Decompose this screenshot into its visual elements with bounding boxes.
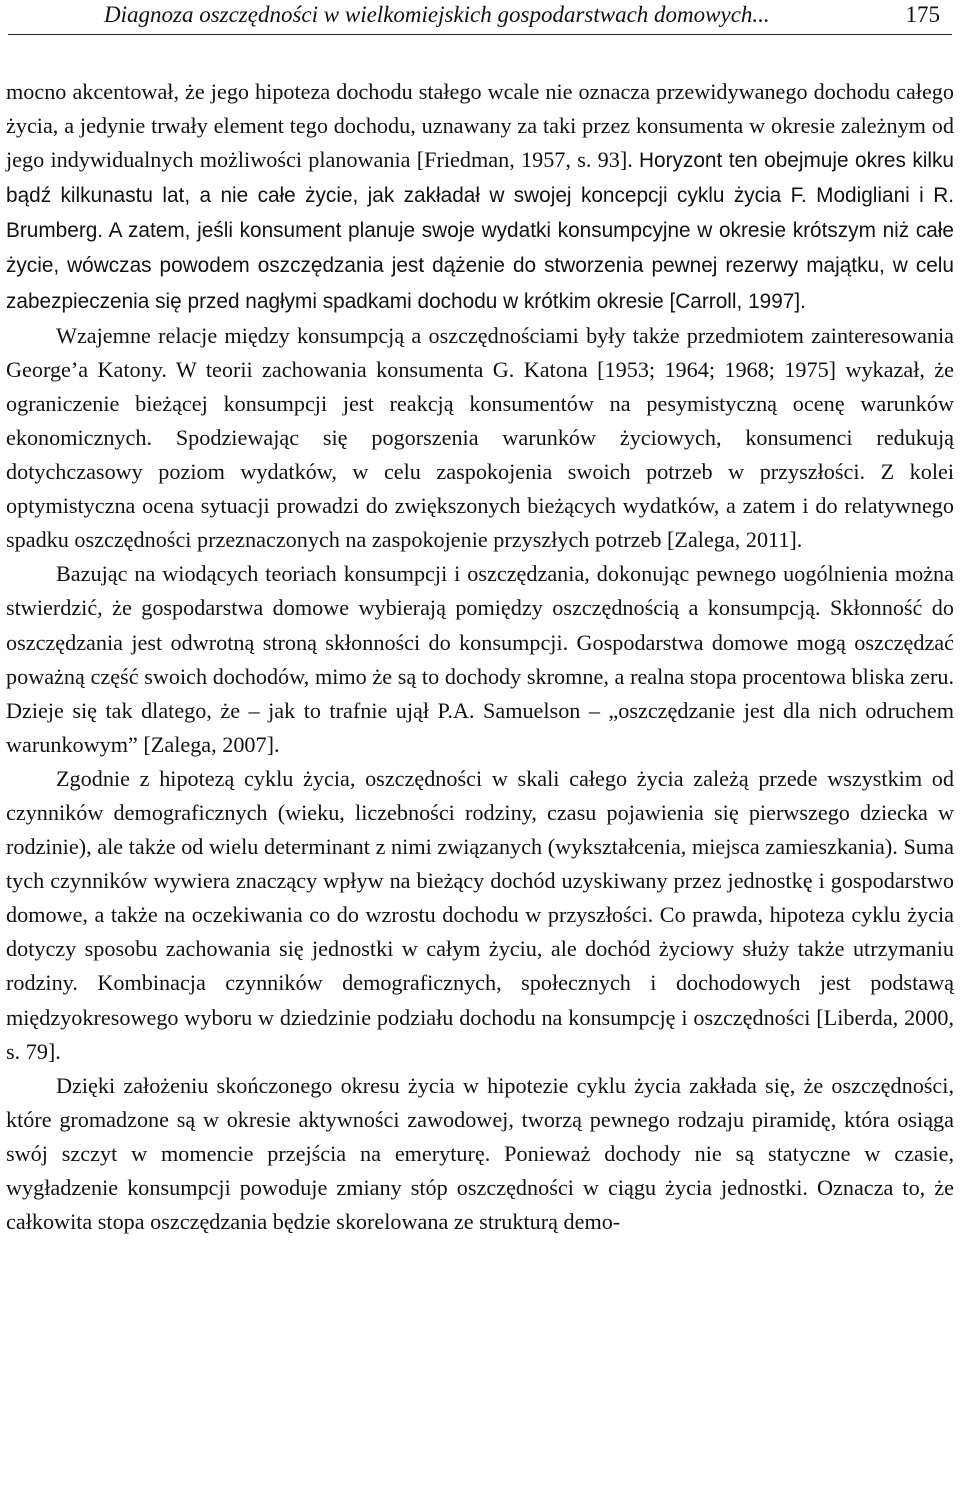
page-number: 175 (905, 2, 940, 27)
paragraph (6, 1069, 954, 1239)
paragraph-text: Zgodnie z hipotezą cyklu życia, oszczędności w skali całego życia zależą przede wszystkim od czynników demograficznych (wieku, liczebności rodziny, czasu pojawienia się pierwszego dziecka w rodzinie), ale także od wielu determinant z nimi związanych (wykształcenia, miejsca zamieszkania). Suma tych czynników wywiera znaczący wpływ na bieżący dochód uzyskiwany przez jednostkę i gospodarstwo domowe, a także na oczekiwania co do wzrostu dochodu w przyszłości. Co prawda, hipoteza cyklu życia dotyczy sposobu zachowania się jednostki w całym życiu, ale dochód życiowy służy także utrzymaniu rodziny. Kombinacja czynników demograficznych, społecznych i dochodowych jest podstawą międzyokresowego wyboru w dziedzinie podziału dochodu na konsumpcję i oszczędności [Liberda, 2000, s. 79]. (6, 765, 954, 1064)
paragraph-text: mocno akcentował, że jego hipoteza dochodu stałego wcale nie oznacza przewidywanego dochodu całego życia, a jedynie trwały element tego dochodu, uznawany za taki przez konsumenta w okresie zależnym od jego indywidualnych możliwości planowania [Friedman, 1957, s. 93]. (6, 79, 954, 173)
paragraph (6, 319, 954, 558)
paragraph-text: Dzięki założeniu skończonego okresu życia w hipotezie cyklu życia zakłada się, że oszczędności, które gromadzone są w okresie aktywności zawodowej, tworzą pewnego rodzaju piramidę, która osiąga swój szczyt w momencie przejścia na emeryturę. Ponieważ dochody nie są statyczne w czasie, wygładzenie konsumpcji powoduje zmiany stóp oszczędności w ciągu życia jednostki. Oznacza to, że całkowita stopa oszczędzania będzie skorelowana ze strukturą demo- (6, 1072, 954, 1235)
paragraph-text: Bazując na wiodących teoriach konsumpcji i oszczędzania, dokonując pewnego uogólnienia można stwierdzić, że gospodarstwa domowe wybierają pomiędzy oszczędnością a konsumpcją. Skłonność do oszczędzania jest odwrotną stroną skłonności do konsumpcji. Gospodarstwa domowe mogą oszczędzać poważną część swoich dochodów, mimo że są to dochody skromne, a realna stopa procentowa bliska zeru. Dzieje się tak dlatego, że – jak to trafnie ujął P.A. Samuelson – „oszczędzanie jest dla nich odruchem warunkowym” [Zalega, 2007]. (6, 561, 954, 757)
paragraph-text: Horyzont ten obejmuje okres kilku bądź kilkunastu lat, a nie całe życie, jak zakładał w swojej koncepcji cyklu życia F. Modigliani i R. Brumberg. A zatem, jeśli konsument planuje swoje wydatki konsumpcyjne w okresie krótszym niż całe życie, wówczas powodem oszczędzania jest dążenie do stworzenia pewnej rezerwy majątku, w celu zabezpieczenia się przed nagłymi spadkami dochodu w krótkim okresie [Carroll, 1997]. (6, 149, 954, 313)
body-text (6, 75, 954, 1239)
paragraph (6, 557, 954, 762)
paragraph (6, 762, 954, 1069)
paragraph (6, 75, 954, 319)
running-header (8, 0, 952, 35)
paragraph-text: Wzajemne relacje między konsumpcją a oszczędnościami były także przedmiotem zainteresowania George’a Katony. W teorii zachowania konsumenta G. Katona [1953; 1964; 1968; 1975] wykazał, że ograniczenie bieżącej konsumpcji jest reakcją konsumentów na pesymistyczną ocenę warunków ekonomicznych. Spodziewając się pogorszenia warunków życiowych, konsumenci redukują dotychczasowy poziom wydatków, w celu zaspokojenia swoich potrzeb w przyszłości. Z kolei optymistyczna ocena sytuacji prowadzi do zwiększonych bieżących wydatków, a zatem i do relatywnego spadku oszczędności przeznaczonych na zaspokojenie przyszłych potrzeb [Zalega, 2011]. (6, 322, 954, 553)
running-title: Diagnoza oszczędności w wielkomiejskich gospodarstwach domowych... (104, 2, 770, 27)
